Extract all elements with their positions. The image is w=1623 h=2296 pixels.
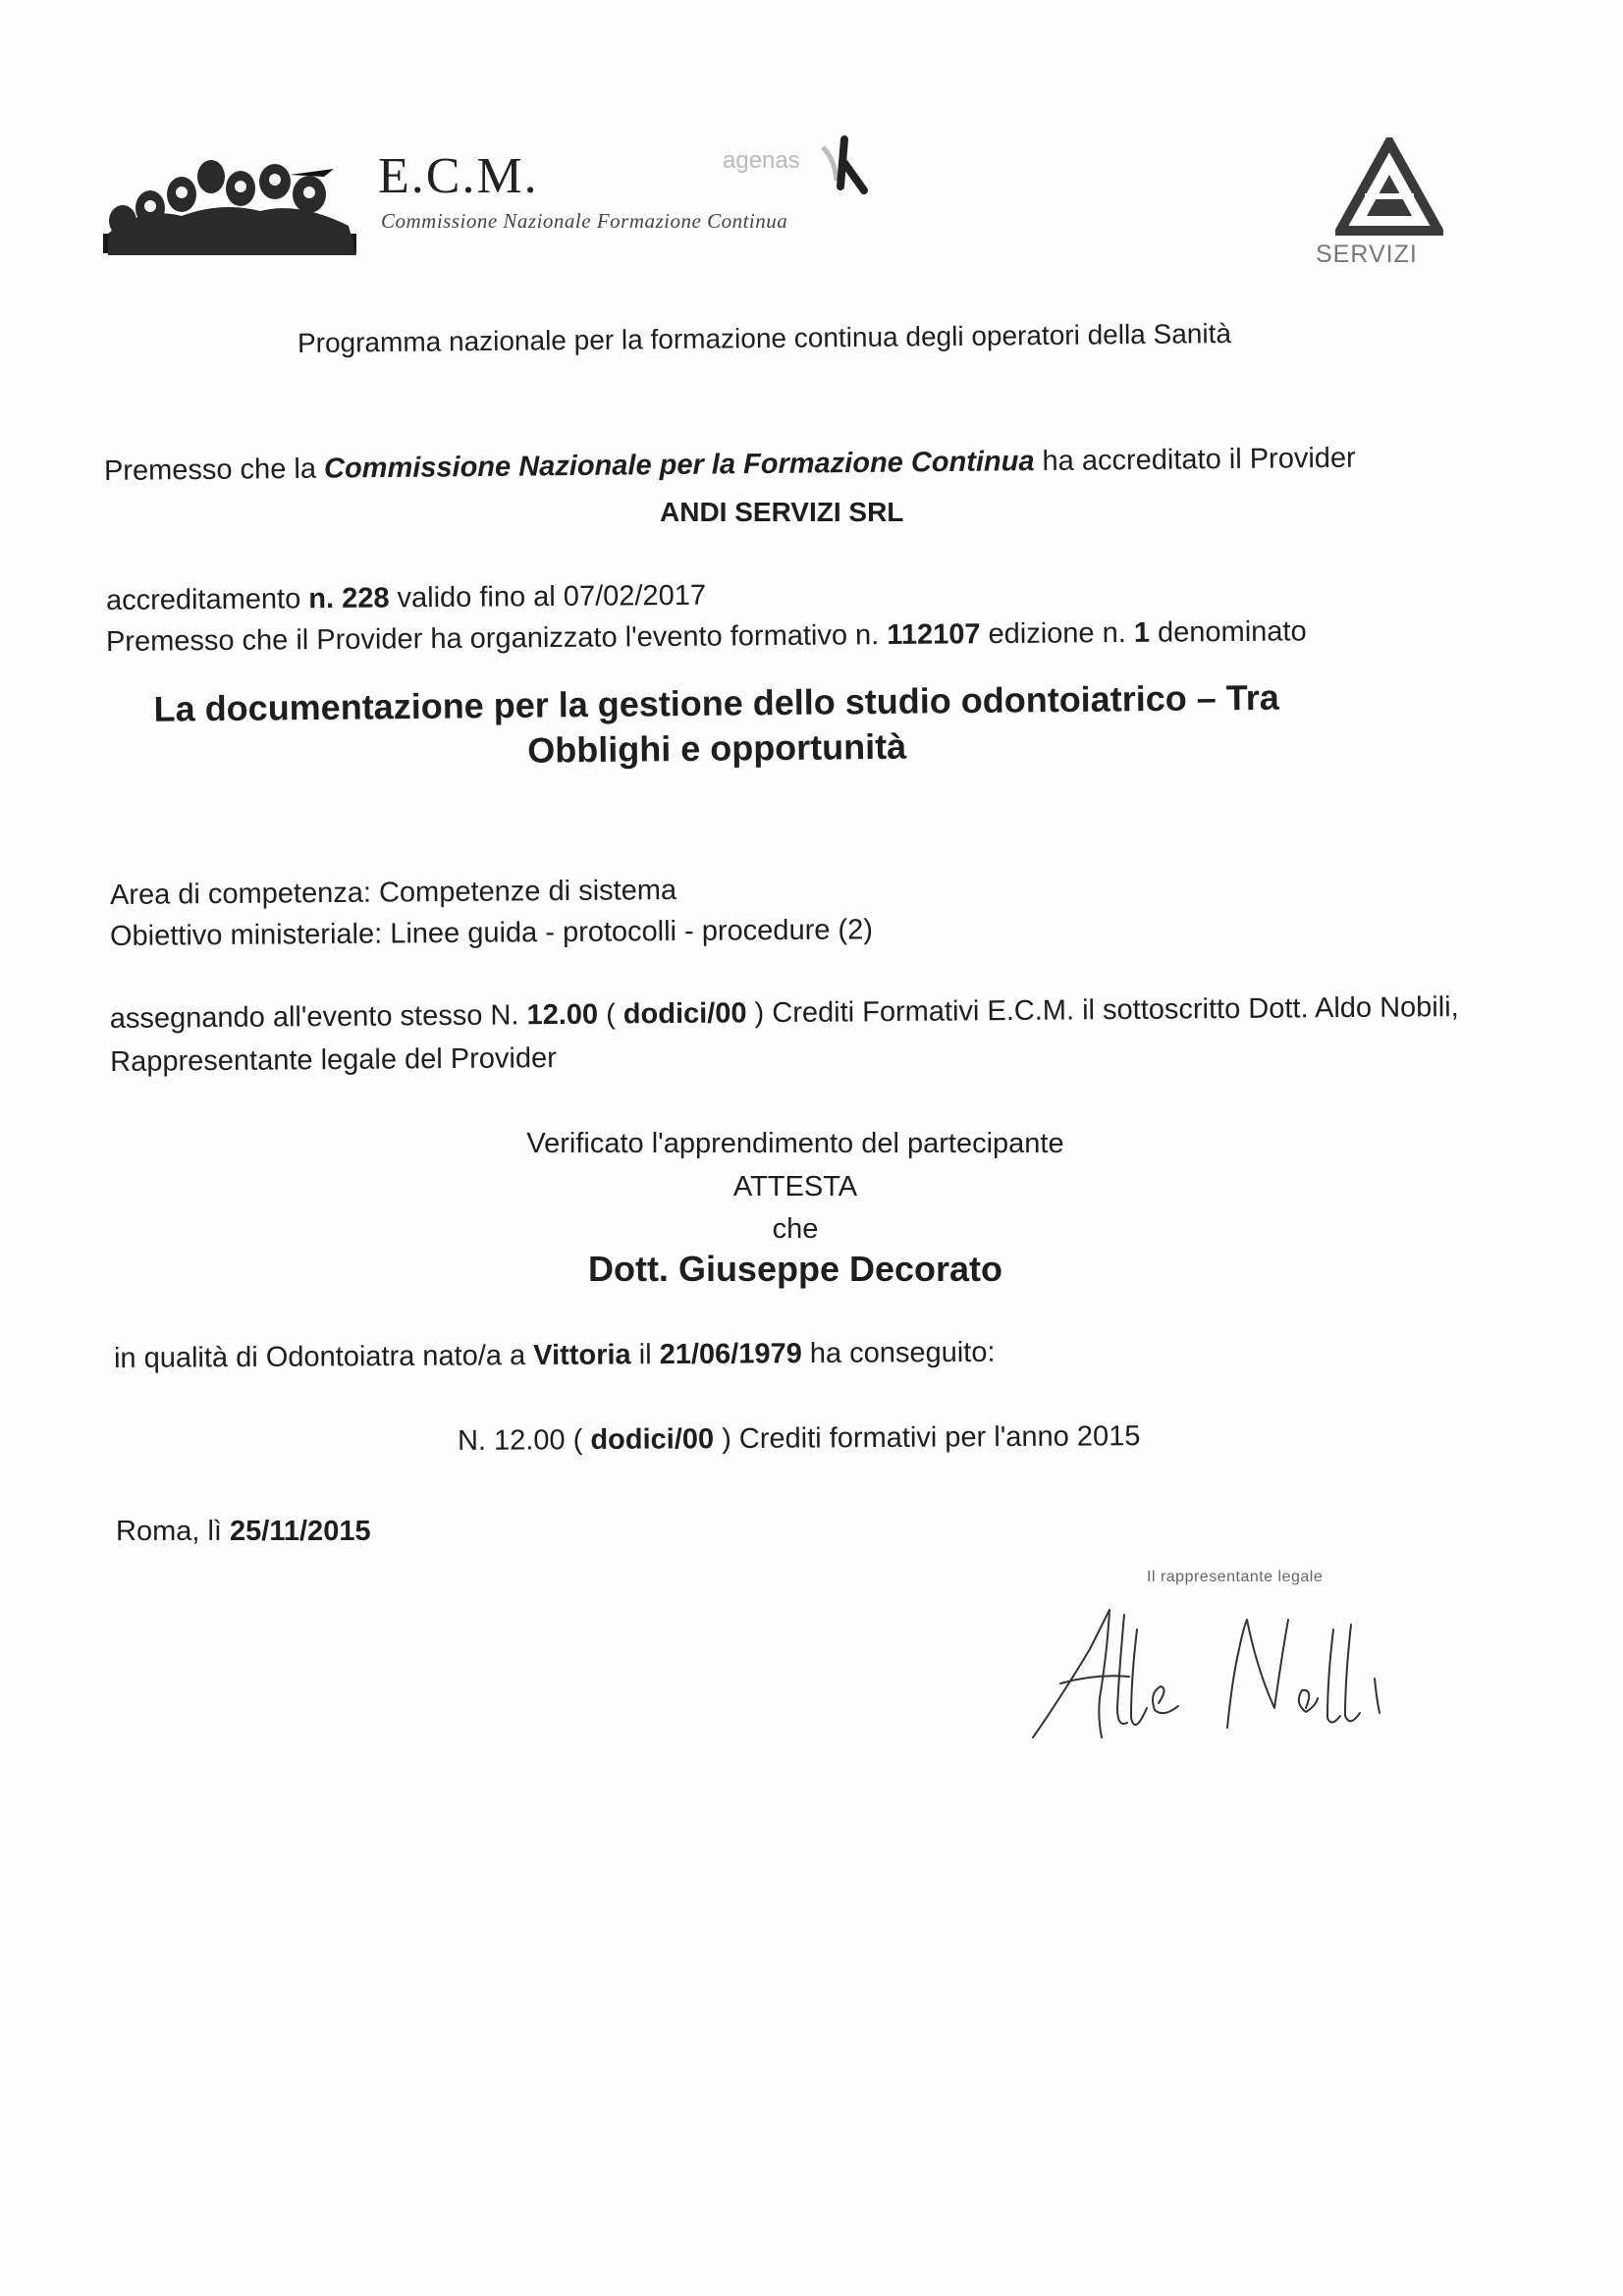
ecm-logo-image xyxy=(103,147,356,255)
event-suffix: denominato xyxy=(1149,615,1307,649)
event-title: La documentazione per la gestione dello studio odontoiatrico – Tra Obblighi e opportunità xyxy=(153,676,1279,771)
place-date xyxy=(116,1514,371,1549)
qualification-suffix: ha conseguito: xyxy=(801,1336,996,1370)
attesta-heading: ATTESTA xyxy=(732,1171,858,1202)
qualification-prefix: in qualità di Odontoiatra nato/a a xyxy=(113,1340,534,1374)
participant-name: Dott. Giuseppe Decorato xyxy=(587,1249,1003,1289)
credits-obtained-suffix: ) Crediti formativi per l'anno 2015 xyxy=(713,1420,1141,1456)
assignment-paren: ( xyxy=(597,998,623,1031)
che-line: che xyxy=(772,1213,819,1245)
accreditation-validity: valido fino al 07/02/2017 xyxy=(389,579,707,614)
event-number: 112107 xyxy=(887,618,981,652)
event-prefix: Premesso che il Provider ha organizzato l'evento formativo n. xyxy=(105,619,888,658)
credits-obtained-prefix: N. 12.00 ( xyxy=(457,1424,591,1457)
handwritten-signature xyxy=(1021,1590,1473,1747)
accreditation-prefix: accreditamento xyxy=(105,583,309,616)
assignment-suffix: ) Crediti Formativi E.C.M. il sottoscritto Dott. Aldo Nobili, Rappresentante legale del Provider xyxy=(110,991,1459,1078)
competence-area: Area di competenza: Competenze di sistema xyxy=(109,874,677,911)
credits-obtained xyxy=(458,1418,1141,1459)
agenas-logo-text: agenas xyxy=(723,147,800,174)
assignment-prefix: assegnando all'evento stesso N. xyxy=(109,999,527,1036)
signature-label: Il rappresentante legale xyxy=(1147,1569,1324,1585)
birthdate: 21/06/1979 xyxy=(659,1338,802,1371)
andi-servizi-logo-text: SERVIZI xyxy=(1316,240,1418,268)
andi-servizi-logo-icon xyxy=(1335,137,1443,236)
premise-event xyxy=(106,614,1307,660)
verified-line: Verificato l'apprendimento del partecipante xyxy=(526,1128,1064,1159)
premise-suffix: ha accreditato il Provider xyxy=(1034,442,1356,478)
accreditation-number: n. 228 xyxy=(308,582,390,615)
credits-obtained-words: dodici/00 xyxy=(590,1423,715,1457)
commission-name: Commissione Nazionale per la Formazione Continua xyxy=(323,446,1035,485)
credits-assignment xyxy=(110,986,1486,1084)
ministerial-objective: Obiettivo ministeriale: Linee guida - protocolli - procedure (2) xyxy=(109,914,874,952)
programme-title: Programma nazionale per la formazione continua degli operatori della Sanità xyxy=(297,318,1232,358)
issue-date: 25/11/2015 xyxy=(230,1516,371,1547)
agenas-logo-icon xyxy=(815,130,874,198)
premise-commission xyxy=(104,441,1356,489)
birthplace: Vittoria xyxy=(533,1339,631,1372)
qualification-line xyxy=(114,1335,996,1376)
edition-number: 1 xyxy=(1133,616,1151,649)
accreditation-line xyxy=(106,578,706,618)
assigned-credits-words: dodici/00 xyxy=(622,997,747,1031)
qualification-middle: il xyxy=(630,1339,660,1371)
provider-name: ANDI SERVIZI SRL xyxy=(660,497,904,527)
ecm-title: E.C.M. xyxy=(378,148,539,204)
edition-prefix: edizione n. xyxy=(980,616,1135,651)
ecm-subtitle: Commissione Nazionale Formazione Continua xyxy=(381,209,788,233)
premise-prefix: Premesso che la xyxy=(103,453,325,487)
place: Roma, lì xyxy=(116,1516,231,1547)
assigned-credits: 12.00 xyxy=(526,998,599,1032)
